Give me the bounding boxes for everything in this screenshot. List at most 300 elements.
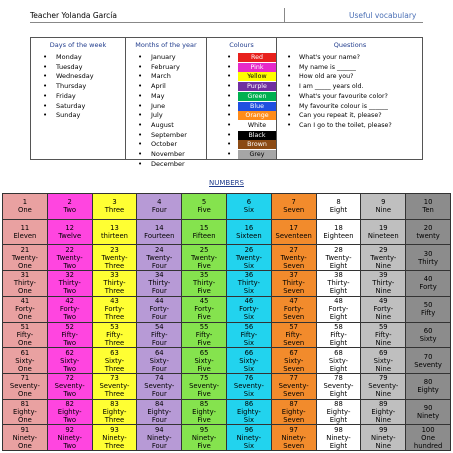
number-word: Sixty- Nine [373,356,393,373]
number-digit: 73 [110,374,119,383]
number-digit: 62 [65,348,75,357]
number-cell [137,297,182,323]
number-word: Fifty- Seven [283,330,305,347]
number-word: Fifty- One [16,330,34,347]
number-word: One [17,206,32,215]
number-cell [48,323,93,349]
number-cell [227,271,272,297]
number-digit: 33 [110,271,119,280]
number-digit: 74 [154,374,164,383]
number-digit: 25 [199,245,209,254]
number-word: Nineteen [367,232,399,241]
number-cell [137,348,182,374]
number-digit: 49 [378,297,388,306]
number-cell [361,425,406,451]
number-word: Eighty- Eight [326,407,351,424]
number-digit: 39 [378,271,388,280]
number-cell [406,400,451,426]
days-column [31,38,126,159]
number-cell [317,425,362,451]
number-cell [48,245,93,271]
number-digit: 92 [65,425,75,434]
number-word: Fourteen [144,232,175,241]
number-digit: 54 [154,322,164,331]
number-word: Thirty- Seven [282,279,305,296]
number-word: Seventy- Three [99,382,130,399]
number-word: Twenty- Eight [325,253,352,270]
number-word: Eighteen [323,232,354,241]
number-digit: 53 [110,322,119,331]
number-digit: 11 [20,224,30,233]
number-cell [227,297,272,323]
number-word: Eighty- Nine [371,407,396,424]
number-cell [93,374,138,400]
questions-list [277,53,423,131]
day-item: • Sunday [31,111,125,121]
month-item: • April [126,82,206,92]
number-word: Sixty- Two [60,356,80,373]
number-word: Sixty- One [15,356,35,373]
number-word: Ninety- Seven [281,433,306,450]
number-word: Thirty [418,257,438,266]
number-cell [48,220,93,246]
number-digit: 47 [289,297,299,306]
number-digit: 79 [378,374,388,383]
page-header [0,0,453,26]
number-digit: 70 [423,352,433,361]
question-item: • My favourite colour is ______ [277,102,423,112]
month-item: • July [126,111,206,121]
number-cell [182,245,227,271]
number-cell [272,374,317,400]
number-digit: 12 [65,224,75,233]
vocabulary-table [30,37,423,168]
number-word: Seventy- Two [54,382,85,399]
number-word: Fifty- Two [61,330,78,347]
number-digit: 16 [244,224,254,233]
number-word: Sixty- Six [239,356,259,373]
colours-column [207,38,277,159]
number-digit: 3 [112,198,117,207]
number-cell [182,194,227,220]
colour-swatch: Green [238,92,276,101]
number-word: twenty [416,232,440,241]
number-digit: 56 [244,322,254,331]
number-cell [227,425,272,451]
number-word: Twenty- Three [101,253,128,270]
number-word: Eight [329,206,348,215]
number-word: Thirty- Four [148,279,171,296]
months-heading: Months of the year [135,41,197,49]
colour-item [207,121,276,131]
number-cell [272,271,317,297]
number-cell [272,323,317,349]
number-digit: 2 [67,198,72,207]
number-word: Forty- Six [239,305,259,322]
number-cell [48,271,93,297]
number-cell [48,297,93,323]
number-cell [361,374,406,400]
month-item: • June [126,102,206,112]
number-digit: 48 [334,297,343,306]
number-cell [406,323,451,349]
number-cell [317,400,362,426]
number-word: Forty- Three [104,305,125,322]
number-cell [3,425,48,451]
number-cell [361,323,406,349]
number-cell [227,400,272,426]
number-cell [317,245,362,271]
number-cell [3,271,48,297]
number-digit: 66 [244,348,254,357]
number-cell [3,374,48,400]
days-heading: Days of the week [49,41,107,49]
number-cell [137,425,182,451]
days-list [31,53,125,121]
number-cell [3,220,48,246]
number-digit: 10 [423,198,433,207]
number-word: Eighty [417,386,439,395]
number-cell [406,425,451,451]
colour-swatch: Red [238,53,276,62]
number-word: Ninety- Five [191,433,217,450]
number-word: Nine [375,206,392,215]
number-word: Fifty- Eight [329,330,348,347]
colour-swatch: Yellow [238,72,276,81]
number-digit: 13 [110,224,119,233]
number-digit: 88 [334,399,343,408]
number-digit: 65 [199,348,209,357]
number-digit: 24 [154,245,164,254]
number-digit: 91 [20,425,30,434]
number-digit: 4 [157,198,162,207]
number-digit: 46 [244,297,254,306]
number-word: Twelve [58,232,82,241]
number-word: Sixteen [236,232,262,241]
number-word: Seventy- Seven [278,382,309,399]
number-word: Thirty- Eight [327,279,350,296]
number-word: Fifty- Six [240,330,258,347]
month-item: • November [126,150,206,160]
number-cell [272,348,317,374]
number-digit: 94 [154,425,164,434]
question-item: • What's your favourite color? [277,92,423,102]
question-item: • What's your name? [277,53,423,63]
number-digit: 60 [423,326,433,335]
number-cell [361,245,406,271]
number-cell [227,245,272,271]
number-digit: 55 [199,322,209,331]
number-word: Seventy- One [9,382,40,399]
month-item: • May [126,92,206,102]
colour-item [207,102,276,112]
months-list [126,53,206,169]
number-digit: 51 [20,322,30,331]
month-item: • January [126,53,206,63]
number-digit: 23 [110,245,119,254]
number-word: Thirty- Three [103,279,126,296]
number-word: Eleven [13,232,37,241]
number-digit: 41 [20,297,30,306]
number-digit: 42 [65,297,75,306]
number-cell [182,297,227,323]
number-word: Sixty- Four [149,356,169,373]
number-digit: 40 [423,275,433,284]
number-digit: 95 [199,425,209,434]
number-digit: 80 [423,378,433,387]
number-word: Three [104,206,125,215]
number-cell [93,245,138,271]
number-word: Forty [419,283,437,292]
number-word: Seventy- Nine [368,382,399,399]
number-word: Thirty- One [13,279,36,296]
number-cell [361,194,406,220]
number-word: Forty- Eight [328,305,349,322]
number-word: Sixty- Three [104,356,125,373]
number-digit: 63 [110,348,119,357]
number-digit: 35 [199,271,209,280]
numbers-grid [2,193,451,451]
number-cell [272,194,317,220]
number-cell [227,323,272,349]
number-word: Seventy [414,360,442,369]
number-digit: 7 [291,198,296,207]
number-word: Sixty- Five [194,356,214,373]
number-word: Ninety [417,411,440,420]
number-cell [272,245,317,271]
number-cell [93,400,138,426]
number-cell [48,425,93,451]
number-cell [227,194,272,220]
number-digit: 61 [20,348,30,357]
number-cell [361,297,406,323]
number-digit: 6 [246,198,252,207]
page-title: Useful vocabulary [349,11,417,20]
number-cell [182,220,227,246]
day-item: • Tuesday [31,63,125,73]
day-item: • Thursday [31,82,125,92]
number-digit: 67 [289,348,299,357]
number-cell [182,400,227,426]
colour-swatch: White [238,121,276,130]
number-word: One hundred [413,433,443,450]
number-word: Seventy- Eight [323,382,354,399]
day-item: • Friday [31,92,125,102]
number-cell [406,374,451,400]
number-digit: 84 [154,399,164,408]
header-divider [284,8,285,23]
month-item: • December [126,160,206,170]
number-word: Ninety- Two [57,433,82,450]
number-word: thirteen [100,232,128,241]
number-cell [406,297,451,323]
colour-item [207,72,276,82]
colours-list [207,53,276,160]
number-cell [272,425,317,451]
number-word: Twenty- Five [191,253,218,270]
number-cell [137,323,182,349]
number-word: Twenty- Six [235,253,262,270]
teacher-name: Teacher Yolanda García [30,11,117,20]
number-cell [93,348,138,374]
number-word: Ninety- Four [147,433,172,450]
number-cell [48,374,93,400]
number-digit: 37 [289,271,299,280]
number-cell [317,297,362,323]
number-digit: 75 [199,374,209,383]
number-digit: 44 [154,297,164,306]
number-digit: 81 [20,399,30,408]
number-word: Ten [422,206,434,215]
number-cell [227,348,272,374]
number-digit: 76 [244,374,254,383]
number-cell [3,348,48,374]
number-digit: 86 [244,399,254,408]
number-cell [137,271,182,297]
number-word: Forty- Four [149,305,170,322]
number-cell [227,374,272,400]
number-digit: 19 [378,224,388,233]
colour-swatch: Blue [238,102,276,111]
number-cell [317,323,362,349]
number-word: Eighty- Two [57,407,82,424]
number-cell [182,425,227,451]
number-digit: 5 [201,198,207,207]
number-cell [317,194,362,220]
number-cell [93,297,138,323]
number-digit: 59 [378,322,388,331]
colour-swatch: Pink [238,63,276,72]
number-word: Twenty- Four [146,253,173,270]
question-item: • How old are you? [277,72,423,82]
number-word: Fifty- Five [195,330,213,347]
number-cell [406,220,451,246]
number-cell [406,348,451,374]
questions-column [277,38,423,159]
number-word: Seventy- Five [189,382,220,399]
number-cell [182,374,227,400]
number-digit: 98 [334,425,343,434]
number-digit: 34 [154,271,164,280]
number-digit: 30 [423,249,433,258]
number-word: Seventeen [275,232,312,241]
number-digit: 43 [110,297,119,306]
number-word: Forty- Nine [373,305,394,322]
number-digit: 18 [334,224,343,233]
number-word: Two [63,206,77,215]
number-digit: 45 [199,297,209,306]
number-cell [48,400,93,426]
number-word: Twenty- One [11,253,38,270]
number-cell [361,400,406,426]
number-cell [93,271,138,297]
number-digit: 71 [20,374,30,383]
number-word: Eighty- Three [102,407,127,424]
number-cell [137,194,182,220]
number-digit: 17 [289,224,299,233]
number-digit: 90 [423,403,433,412]
number-digit: 78 [334,374,343,383]
number-digit: 27 [289,245,299,254]
number-digit: 96 [244,425,254,434]
number-word: Forty- Two [59,305,80,322]
number-digit: 87 [289,399,299,408]
number-digit: 31 [20,271,30,280]
number-cell [137,245,182,271]
month-item: • September [126,131,206,141]
number-word: Sixty- Seven [283,356,305,373]
number-word: Ninety- One [12,433,38,450]
number-word: Sixty [419,334,437,343]
number-word: Ninety- Eight [326,433,351,450]
number-digit: 57 [289,322,299,331]
colours-heading: Colours [229,41,254,49]
number-word: Eighty- One [12,407,37,424]
header-rule [30,22,423,23]
number-word: Ninety- Nine [371,433,396,450]
number-word: Forty- Seven [283,305,305,322]
number-word: Six [243,206,254,215]
number-digit: 8 [336,198,341,207]
number-digit: 82 [65,399,75,408]
number-digit: 38 [334,271,343,280]
number-word: Fifty [420,309,436,318]
number-digit: 58 [334,322,343,331]
number-cell [3,400,48,426]
number-digit: 26 [244,245,254,254]
month-item: • August [126,121,206,131]
number-digit: 89 [378,399,388,408]
number-cell [317,348,362,374]
colour-swatch: Grey [238,150,276,159]
number-cell [361,271,406,297]
number-cell [272,297,317,323]
number-word: Eighty- Four [147,407,172,424]
numbers-title: NUMBERS [209,179,244,187]
number-digit: 50 [423,301,433,310]
number-cell [361,348,406,374]
colour-swatch: Brown [238,140,276,149]
number-cell [137,374,182,400]
number-digit: 20 [423,224,433,233]
number-cell [3,194,48,220]
number-word: Ninety- Three [102,433,127,450]
number-cell [317,271,362,297]
colour-item [207,150,276,160]
number-cell [48,348,93,374]
colour-item [207,140,276,150]
colour-item [207,63,276,73]
number-cell [182,348,227,374]
colour-item [207,53,276,63]
number-word: Twenty- Two [56,253,83,270]
number-digit: 69 [378,348,388,357]
number-digit: 9 [381,198,386,207]
number-word: Sixty- Eight [328,356,349,373]
number-digit: 85 [199,399,209,408]
number-cell [93,220,138,246]
number-cell [272,400,317,426]
question-item: • Can I go to the toilet, please? [277,121,423,131]
number-word: Eighty- Six [236,407,261,424]
number-word: Seventy- Six [233,382,264,399]
number-word: Eighty- Five [192,407,216,424]
month-item: • March [126,72,206,82]
number-word: Fifty- Nine [374,330,392,347]
number-cell [3,245,48,271]
number-digit: 28 [334,245,343,254]
number-cell [182,271,227,297]
